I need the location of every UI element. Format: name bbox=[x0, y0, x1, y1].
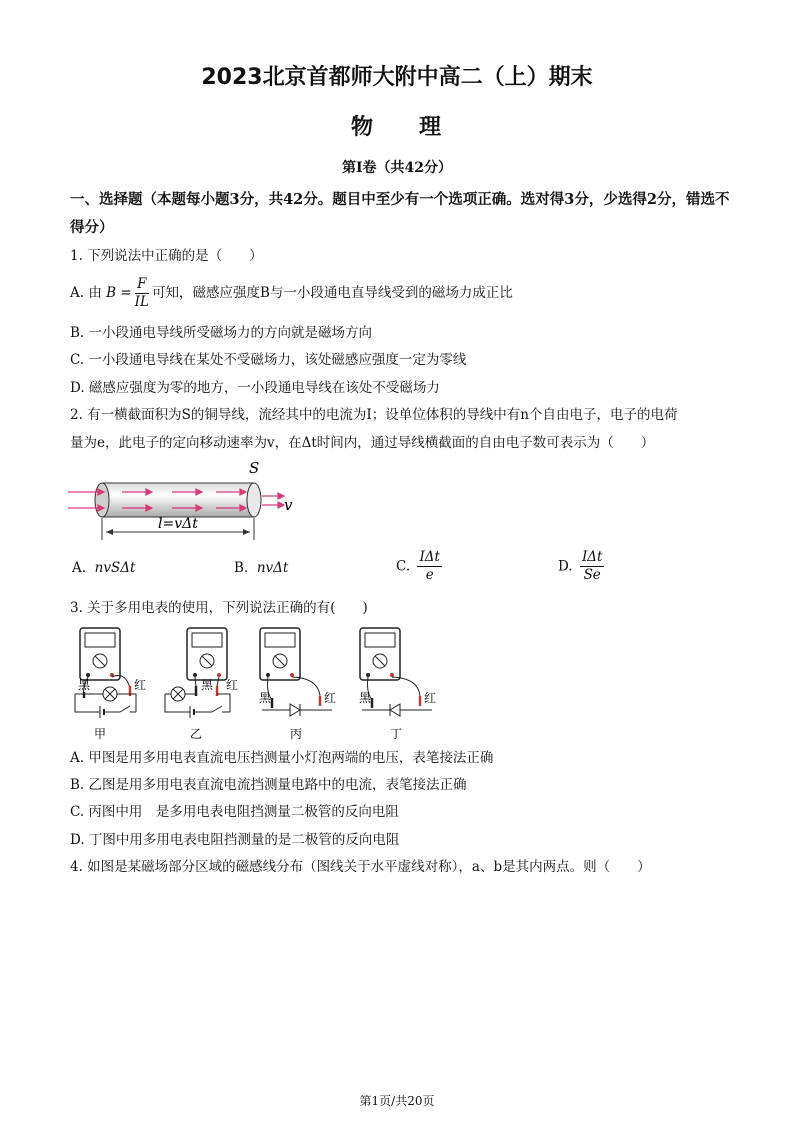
q3-option-b: B. 乙图是用多用电表直流电流挡测量电路中的电流，表笔接法正确 bbox=[70, 777, 467, 793]
label-l: l=vΔt bbox=[158, 516, 198, 532]
meter-jia bbox=[80, 628, 120, 680]
subject-char-1: 物 bbox=[350, 115, 375, 140]
q2-a-value: nvSΔt bbox=[94, 560, 136, 576]
section-heading: 一、选择题（本题每小题3分，共42分。题目中至少有一个选项正确。选对得3分，少选得2分，错选不得分） bbox=[70, 191, 730, 236]
subject-char-2: 理 bbox=[419, 115, 444, 140]
yi-black-label: 黑 bbox=[201, 678, 214, 692]
q2-d-denominator: Se bbox=[583, 567, 601, 583]
q2-option-d bbox=[558, 549, 607, 584]
subject-title bbox=[0, 110, 794, 141]
wire-right-end bbox=[247, 483, 261, 517]
q2-c-fraction bbox=[417, 549, 442, 584]
q2-option-a bbox=[72, 560, 135, 576]
meter-yi bbox=[187, 628, 227, 680]
q2-b-value: nvΔt bbox=[256, 560, 289, 576]
q1-a-denominator: IL bbox=[134, 294, 149, 310]
label-s: S bbox=[249, 459, 260, 477]
q3-multimeter-figure bbox=[70, 626, 450, 744]
ding-black-label: 黑 bbox=[359, 691, 372, 705]
q2-c-letter: C. bbox=[396, 558, 411, 575]
q3-option-a: A. 甲图是用多用电表直流电压挡测量小灯泡两端的电压，表笔接法正确 bbox=[70, 750, 494, 766]
jia-black-label: 黑 bbox=[78, 678, 91, 692]
bing-black-label: 黑 bbox=[259, 691, 272, 705]
jia-red-label: 红 bbox=[134, 678, 147, 692]
q2-stem-line1: 2. 有一横截面积为S的铜导线，流经其中的电流为I；设单位体积的导线中有n个自由电子，电子的电荷 bbox=[70, 407, 678, 423]
q2-stem-line2: 量为e，此电子的定向移动速率为v，在Δt时间内，通过导线横截面的自由电子数可表示为（ ） bbox=[70, 435, 655, 451]
q3-option-d: D. 丁图中用多用电表电阻挡测量的是二极管的反向电阻 bbox=[70, 832, 400, 848]
q2-option-b bbox=[234, 560, 288, 576]
q1-a-numerator: F bbox=[135, 276, 149, 294]
wire-left-end bbox=[95, 483, 109, 517]
page-number: 第1页/共20页 bbox=[359, 1094, 435, 1108]
diode-bing bbox=[290, 704, 300, 716]
q1-option-c: C. 一小段通电导线在某处不受磁场力，该处磁感应强度一定为零线 bbox=[70, 352, 467, 368]
meter-ding bbox=[360, 628, 400, 680]
q2-d-fraction bbox=[580, 549, 605, 584]
wire-body bbox=[102, 483, 254, 517]
q2-b-letter: B. bbox=[234, 560, 249, 576]
diode-ding bbox=[390, 704, 400, 716]
q1-a-formula-lhs: B = bbox=[106, 285, 132, 301]
meter-bing bbox=[260, 628, 300, 680]
q3-option-c: C. 丙图中用 是多用电表电阻挡测量二极管的反向电阻 bbox=[70, 804, 399, 820]
q1-option-a bbox=[70, 276, 730, 311]
q1-option-b: B. 一小段通电导线所受磁场力的方向就是磁场方向 bbox=[70, 325, 373, 341]
q2-c-denominator: e bbox=[425, 567, 434, 583]
caption-jia: 甲 bbox=[94, 727, 107, 741]
q2-wire-figure bbox=[66, 458, 306, 548]
q2-a-letter: A. bbox=[72, 560, 87, 576]
q2-option-c bbox=[396, 549, 445, 584]
q2-d-letter: D. bbox=[558, 558, 573, 575]
yi-red-label: 红 bbox=[226, 678, 239, 692]
q2-d-numerator: IΔt bbox=[581, 549, 603, 565]
ding-red-label: 红 bbox=[424, 691, 437, 705]
q2-c-numerator: IΔt bbox=[419, 549, 440, 565]
label-v: v bbox=[284, 496, 293, 514]
q1-option-d: D. 磁感应强度为零的地方，一小段通电导线在该处不受磁场力 bbox=[70, 380, 440, 396]
q3-stem: 3. 关于多用电表的使用，下列说法正确的有( ) bbox=[70, 600, 368, 616]
q1-a-fraction bbox=[135, 276, 149, 311]
caption-ding: 丁 bbox=[390, 727, 403, 741]
caption-yi: 乙 bbox=[190, 727, 203, 741]
volume-heading: 第Ⅰ卷（共42分） bbox=[341, 160, 453, 176]
q1-a-prefix: A. 由 bbox=[70, 285, 102, 301]
q4-stem: 4. 如图是某磁场部分区域的磁感线分布（图线关于水平虚线对称），a、b是其内两点。则（ ） bbox=[70, 859, 651, 875]
caption-bing: 丙 bbox=[290, 727, 303, 741]
exam-title: 2023北京首都师大附中高二（上）期末 bbox=[201, 65, 593, 90]
bing-red-label: 红 bbox=[324, 691, 337, 705]
q1-a-suffix: 可知，磁感应强度B与一小段通电直导线受到的磁场力成正比 bbox=[151, 285, 513, 301]
q1-stem: 1. 下列说法中正确的是（ ） bbox=[70, 248, 263, 264]
